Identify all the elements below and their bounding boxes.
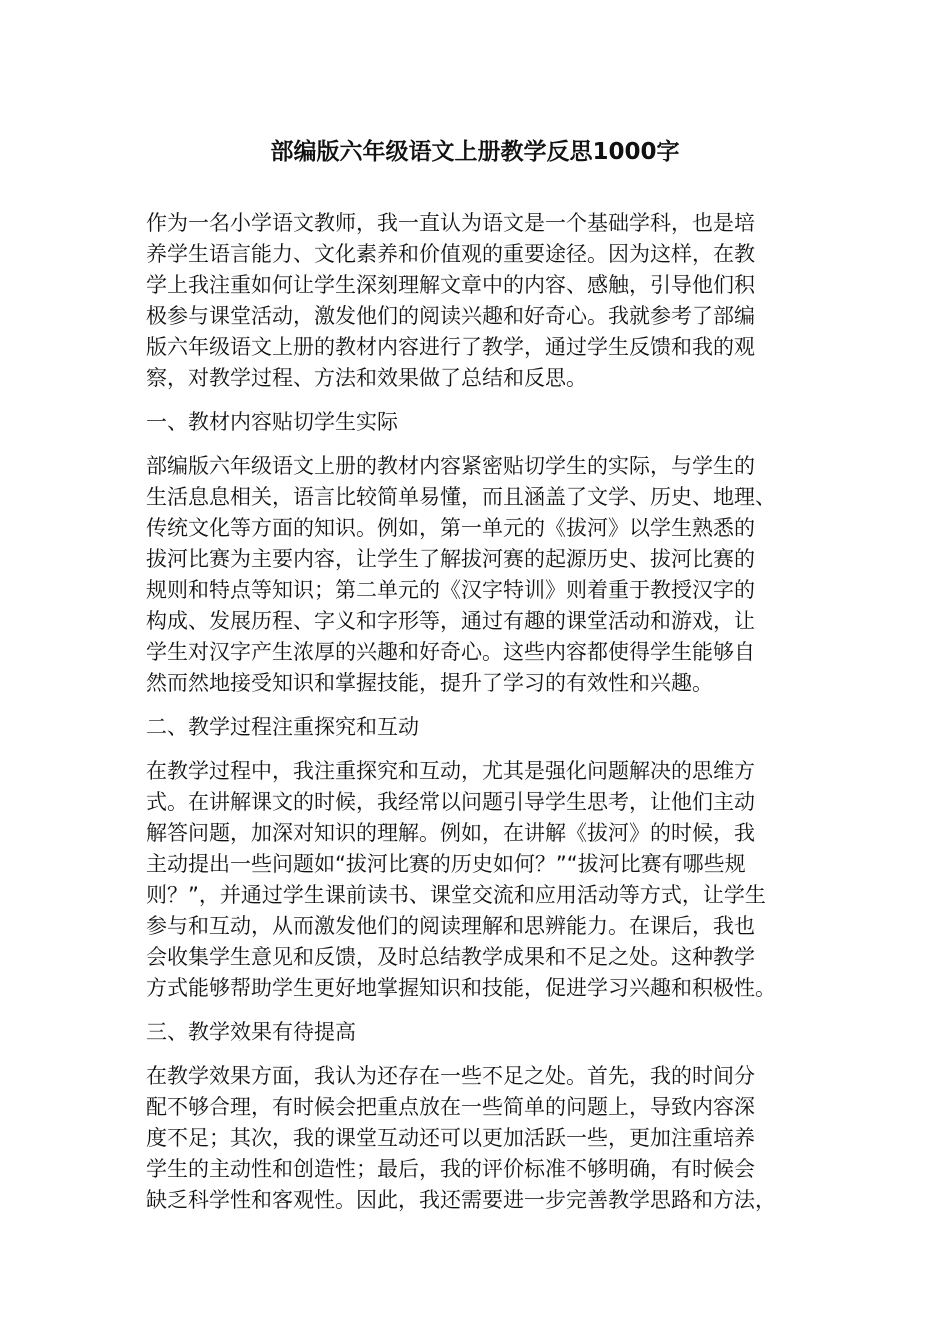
text-line: 学上我注重如何让学生深刻理解文章中的内容、感触，引导他们积: [146, 273, 755, 297]
text-line: 解答问题，加深对知识的理解。例如，在讲解《拔河》的时候，我: [146, 821, 755, 845]
body-paragraph-section-2: [146, 756, 808, 1004]
text-line: 学生对汉字产生浓厚的兴趣和好奇心。这些内容都使得学生能够自: [146, 640, 755, 664]
body-paragraph-section-1: [146, 451, 808, 699]
text-line: 部编版六年级语文上册的教材内容紧密贴切学生的实际，与学生的: [146, 454, 755, 478]
text-line: 版六年级语文上册的教材内容进行了教学，通过学生反馈和我的观: [146, 335, 755, 359]
text-line: 缺乏科学性和客观性。因此，我还需要进一步完善教学思路和方法，: [146, 1188, 776, 1212]
section-heading-1: 一、教材内容贴切学生实际: [146, 410, 398, 434]
text-line: 构成、发展历程、字义和字形等，通过有趣的课堂活动和游戏，让: [146, 609, 755, 633]
text-line: 度不足；其次，我的课堂互动还可以更加活跃一些，更加注重培养: [146, 1126, 755, 1150]
text-line: 式。在讲解课文的时候，我经常以问题引导学生思考，让他们主动: [146, 790, 755, 814]
text-line: 参与和互动，从而激发他们的阅读理解和思辨能力。在课后，我也: [146, 914, 755, 938]
body-paragraph-intro: [146, 208, 808, 394]
section-heading-2: 二、教学过程注重探究和互动: [146, 715, 419, 739]
text-line: 则？”，并通过学生课前读书、课堂交流和应用活动等方式，让学生: [146, 883, 766, 907]
text-line: 在教学效果方面，我认为还存在一些不足之处。首先，我的时间分: [146, 1064, 755, 1088]
text-line: 拔河比赛为主要内容，让学生了解拔河赛的起源历史、拔河比赛的: [146, 547, 755, 571]
body-paragraph-section-3: [146, 1061, 808, 1216]
text-line: 主动提出一些问题如“拔河比赛的历史如何？”“拔河比赛有哪些规: [146, 852, 746, 876]
text-line: 作为一名小学语文教师，我一直认为语文是一个基础学科，也是培: [146, 211, 755, 235]
text-line: 会收集学生意见和反馈，及时总结教学成果和不足之处。这种教学: [146, 945, 755, 969]
document-title: 部编版六年级语文上册教学反思1000字: [270, 139, 680, 165]
text-line: 在教学过程中，我注重探究和互动，尤其是强化问题解决的思维方: [146, 759, 755, 783]
text-line: 养学生语言能力、文化素养和价值观的重要途径。因为这样，在教: [146, 242, 755, 266]
text-line: 传统文化等方面的知识。例如，第一单元的《拔河》以学生熟悉的: [146, 516, 755, 540]
text-line: 方式能够帮助学生更好地掌握知识和技能，促进学习兴趣和积极性。: [146, 976, 776, 1000]
text-line: 配不够合理，有时候会把重点放在一些简单的问题上，导致内容深: [146, 1095, 755, 1119]
section-heading-3: 三、教学效果有待提高: [146, 1020, 356, 1044]
text-line: 学生的主动性和创造性；最后，我的评价标准不够明确，有时候会: [146, 1157, 755, 1181]
text-line: 然而然地接受知识和掌握技能，提升了学习的有效性和兴趣。: [146, 671, 713, 695]
document-body: [146, 208, 808, 1229]
text-line: 极参与课堂活动，激发他们的阅读兴趣和好奇心。我就参考了部编: [146, 304, 755, 328]
text-line: 规则和特点等知识；第二单元的《汉字特训》则着重于教授汉字的: [146, 578, 755, 602]
text-line: 生活息息相关，语言比较简单易懂，而且涵盖了文学、历史、地理、: [146, 485, 776, 509]
text-line: 察，对教学过程、方法和效果做了总结和反思。: [146, 366, 587, 390]
